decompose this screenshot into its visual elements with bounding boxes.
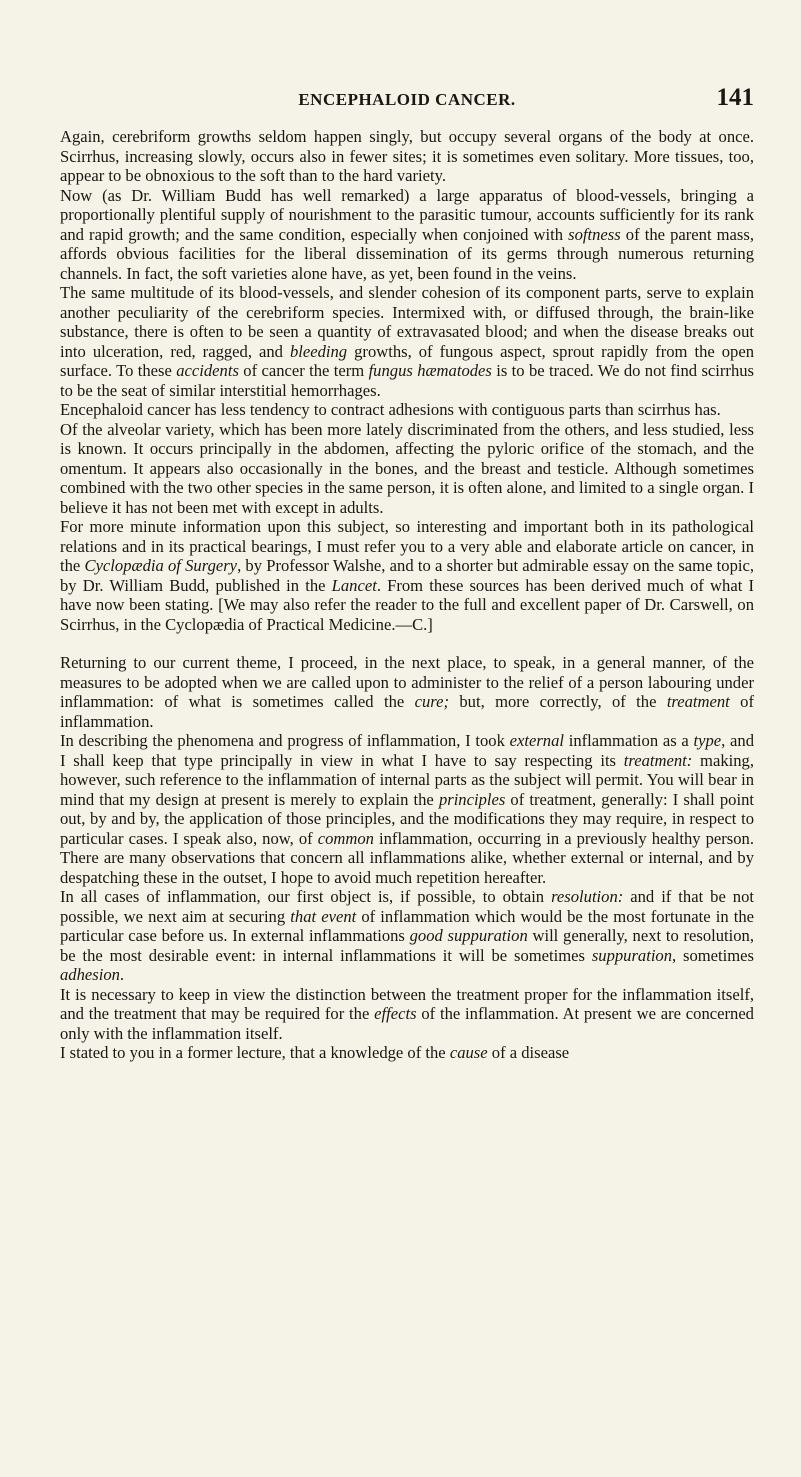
page-number: 141 (716, 84, 754, 111)
paragraph (60, 653, 754, 731)
text-run: Returning to our current theme, I proceed, in the next place, to speak, in a general manner, of the measures to be adopted when we are called upon to administer to the relief of a person labouring under inflammation: of what is sometimes called the (60, 653, 754, 711)
text-run: and if that be not possible, we next aim at securing (60, 887, 754, 926)
text-run: growths, of fungous aspect, sprout rapidly from the open surface. To these (60, 341, 755, 380)
text-run: It is necessary to keep in view the distinction between the treatment proper for the inflammation itself, and the treatment that may be required for the (60, 984, 754, 1023)
text-run: making, however, such reference to the inflammation of internal parts as the subject will permit. You will bear in mind that my design at present is merely to explain the (60, 750, 754, 809)
italic-text: common (317, 828, 374, 848)
paragraph (60, 731, 754, 887)
italic-text: Cyclopædia of Surgery (84, 556, 238, 575)
paragraph (60, 283, 754, 400)
paragraph (60, 517, 754, 634)
text-run: of a disease (487, 1043, 570, 1062)
italic-text: adhesion (60, 965, 120, 984)
italic-text: fungus hæmatodes (368, 361, 492, 380)
text-run: , sometimes (672, 945, 754, 965)
text-run: Again, cerebriform growths seldom happen singly, but occupy several organs of the body at once. Scirrhus, increasing slowly, occurs also in fewer sites; it is sometimes even solitary. More tissues, too, appear to be obnoxious to the soft than to the hard variety. (60, 127, 754, 185)
italic-text: treatment: (623, 750, 693, 770)
text-run: I stated to you in a former lecture, that a knowledge of the (60, 1043, 450, 1062)
italic-text: effects (374, 1004, 417, 1023)
italic-text: bleeding (289, 341, 348, 361)
paragraph (60, 127, 754, 186)
text-run: but, more correctly, of the (449, 692, 667, 711)
italic-text: principles (438, 789, 506, 809)
text-run: , and I shall keep that type principally in view in what I have to say respecting its (60, 731, 754, 770)
text-run: of the inflammation. At present we are concerned only with the inflammation itself. (60, 1004, 754, 1043)
paragraph (60, 887, 754, 985)
text-run: inflammation as a (563, 731, 694, 750)
text-run: In describing the phenomena and progress of inflammation, I took (60, 731, 510, 750)
text-run: For more minute information upon this subject, so interesting and important both in its pathological relations and in its practical bearings, I must refer you to a very able and elaborate article on cancer, in the (60, 517, 754, 575)
italic-text: that event (290, 906, 357, 926)
paragraph (60, 420, 754, 518)
text-run: of inflammation. (60, 692, 754, 731)
text-run: The same multitude of its blood-vessels, and slender cohesion of its component parts, serve to explain another peculiarity of the cerebriform species. Intermixed with, or diffused through, the brain-like substance, there is often to be seen a quantity of extravasated blood; and when the disease breaks out into ulceration, red, ragged, and (60, 283, 754, 361)
paragraph (60, 985, 754, 1044)
text-run: Encephaloid cancer has less tendency to contract adhesions with contiguous parts than scirrhus has. (60, 400, 721, 419)
italic-text: softness (568, 224, 621, 244)
running-head: ENCEPHALOID CANCER. (298, 90, 516, 109)
italic-text: treatment (666, 692, 730, 711)
italic-text: good suppuration (409, 926, 528, 945)
text-run: will generally, next to resolution, be the most desirable event: in internal inflammations it will be sometimes (60, 926, 754, 965)
italic-text: resolution: (551, 887, 624, 906)
italic-text: suppuration (591, 945, 673, 965)
text-run: , by Professor Walshe, and to a shorter but admirable essay on the same topic, by Dr. William Budd, published in the (60, 556, 754, 595)
text-run: In all cases of inflammation, our first object is, if possible, to obtain (60, 887, 552, 906)
text-run: of cancer the term (238, 361, 369, 380)
italic-text: Lancet (331, 575, 377, 595)
text-run: Of the alveolar variety, which has been more lately discriminated from the others, and less studied, less is known. It occurs principally in the abdomen, affecting the pyloric orifice of the stomach, and the omentum. It appears also occasionally in the bones, and the breast and testicle. Although sometimes combined with the two other species in the same person, it is often alone, and limited to a single organ. I believe it has not been met with except in adults. (60, 419, 754, 517)
text-run: is to be traced. We do not find scirrhus to be the seat of similar interstitial hemorrhages. (60, 361, 754, 400)
italic-text: cure; (414, 692, 450, 711)
text-run: inflammation, occurring in a previously healthy person. There are many observations that concern all inflammations alike, whether external or internal, and by despatching these in the outset, I hope to avoid much repetition hereafter. (60, 828, 754, 887)
paragraph (60, 186, 754, 284)
body-text (60, 127, 754, 1063)
paragraph (60, 1043, 754, 1063)
italic-text: external (509, 731, 564, 750)
text-run: Now (as Dr. William Budd has well remarked) a large apparatus of blood-vessels, bringing a proportionally plentiful supply of nourishment to the parasitic tumour, accounts sufficiently for its rank and rapid growth; and the same condition, especially when conjoined with (60, 185, 754, 244)
text-run: of inflammation which would be the most fortunate in the particular case before us. In external inflammations (60, 906, 755, 945)
text-run: of the parent mass, affords obvious facilities for the liberal dissemination of its germs through numerous returning channels. In fact, the soft varieties alone have, as yet, been found in the veins. (60, 224, 754, 283)
paragraph (60, 400, 754, 420)
text-run: of treatment, generally: I shall point out, by and by, the application of those principles, and the modifications they may require, in respect to particular cases. I speak also, now, of (60, 789, 754, 848)
page-header (60, 84, 754, 114)
italic-text: accidents (176, 361, 239, 380)
italic-text: cause (449, 1043, 488, 1062)
text-run: . From these sources has been derived much of what I have now been stating. [We may also refer the reader to the full and excellent paper of Dr. Carswell, on Scirrhus, in the Cyclopædia of Practical Medicine.—C.] (60, 575, 754, 634)
text-run: . (119, 965, 125, 984)
italic-text: type (693, 731, 722, 750)
